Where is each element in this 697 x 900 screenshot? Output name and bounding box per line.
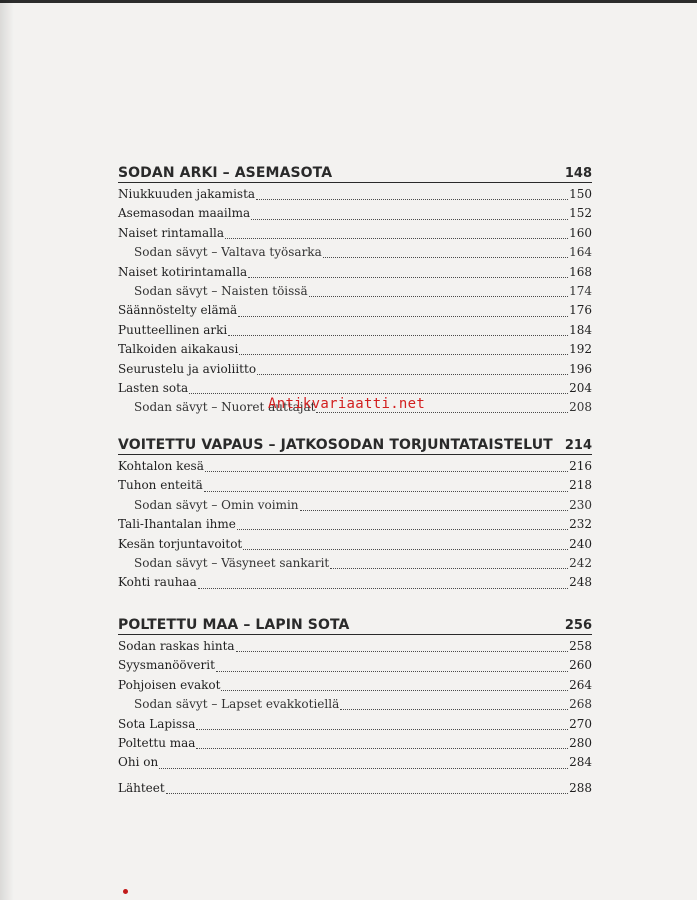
toc-entry-page: 176 (569, 303, 592, 318)
toc-entry-label: Lähteet (118, 781, 165, 795)
toc-entry (118, 323, 592, 342)
toc-entry-label: Syysmanööverit (118, 658, 215, 673)
toc-entry-page: 164 (569, 245, 592, 260)
toc-entry-list (118, 187, 592, 420)
toc-entry-label: Pohjoisen evakot (118, 677, 221, 692)
dot-leader (196, 729, 568, 730)
section-title: VOITETTU VAPAUS – JATKOSODAN TORJUNTATAISTELUT (118, 437, 553, 453)
section-page-number: 256 (564, 618, 592, 633)
toc-subentry (118, 284, 592, 303)
toc-entry-label: Sodan sävyt – Omin voimin (134, 497, 299, 512)
dot-leader (300, 510, 569, 511)
toc-entry-page: 242 (569, 555, 592, 570)
dot-leader (251, 219, 568, 220)
toc-entry-label: Puutteellinen arki (118, 322, 228, 337)
section-heading (118, 163, 592, 183)
dot-leader (238, 316, 568, 317)
toc-entry (118, 537, 592, 556)
toc-entry-label: Asemasodan maailma (118, 206, 251, 221)
toc-entry-page: 192 (569, 342, 592, 357)
dot-leader (205, 471, 568, 472)
dot-leader (256, 199, 568, 200)
toc-entry-page: 168 (569, 264, 592, 279)
section-sodan-arki (118, 163, 592, 420)
dot-leader (316, 412, 568, 413)
toc-entry-label: Lasten sota (118, 380, 189, 395)
toc-entry-page: 270 (569, 716, 592, 731)
toc-entry (118, 639, 592, 658)
toc-entry (118, 478, 592, 497)
section-heading (118, 615, 592, 635)
dot-leader (204, 491, 568, 492)
toc-entry-page: 152 (569, 206, 592, 221)
dot-leader (309, 296, 568, 297)
toc-subentry (118, 556, 592, 575)
dot-leader (225, 238, 568, 239)
toc-entry (118, 517, 592, 536)
toc-entry-label: Sodan sävyt – Lapset evakkotiellä (134, 697, 340, 712)
toc-entry (118, 736, 592, 755)
toc-entry-label: Niukkuuden jakamista (118, 187, 256, 201)
toc-entry-page: 208 (569, 400, 592, 415)
section-heading (118, 435, 592, 455)
toc-entry-page: 248 (569, 575, 592, 590)
toc-entry-label: Ohi on (118, 755, 159, 770)
toc-entry-page: 288 (569, 781, 592, 795)
toc-entry (118, 717, 592, 736)
toc-entry-sources (118, 781, 592, 800)
toc-entry (118, 206, 592, 225)
toc-entry (118, 678, 592, 697)
dot-leader (236, 651, 569, 652)
section-page-number: 148 (564, 166, 592, 181)
dot-leader (239, 354, 568, 355)
toc-subentry (118, 498, 592, 517)
section-voitettu-vapaus (118, 435, 592, 595)
toc-entry-page: 160 (569, 225, 592, 240)
toc-entry (118, 755, 592, 774)
dot-leader (323, 257, 568, 258)
toc-entry (118, 362, 592, 381)
dot-leader (189, 393, 568, 394)
sources-entry-block (118, 781, 592, 800)
toc-entry-label: Kohtalon kesä (118, 459, 204, 473)
toc-entry-page: 258 (569, 639, 592, 653)
dot-leader (237, 529, 568, 530)
dot-leader (221, 690, 568, 691)
toc-entry-label: Kohti rauhaa (118, 575, 197, 590)
toc-entry-label: Kesän torjuntavoitot (118, 536, 243, 551)
toc-entry-page: 260 (569, 658, 592, 673)
red-dot-mark (123, 889, 128, 894)
page-top-edge (0, 0, 697, 3)
toc-entry-page: 240 (569, 536, 592, 551)
toc-entry-label: Sodan sävyt – Valtava työsarka (134, 245, 322, 260)
watermark-text: Antikvariaatti.net (268, 396, 426, 412)
toc-entry-page: 280 (569, 735, 592, 750)
toc-entry-list (118, 459, 592, 595)
toc-entry (118, 342, 592, 361)
toc-entry (118, 226, 592, 245)
toc-subentry (118, 697, 592, 716)
toc-entry (118, 459, 592, 478)
dot-leader (257, 374, 568, 375)
toc-entry-page: 232 (569, 517, 592, 532)
toc-entry-page: 204 (569, 380, 592, 395)
dot-leader (198, 588, 568, 589)
toc-entry-page: 230 (569, 497, 592, 512)
dot-leader (243, 549, 568, 550)
toc-entry-label: Seurustelu ja avioliitto (118, 361, 257, 376)
section-page-number: 214 (564, 438, 592, 453)
section-title: POLTETTU MAA – LAPIN SOTA (118, 617, 350, 633)
dot-leader (248, 277, 568, 278)
toc-entry-page: 174 (569, 283, 592, 298)
toc-entry-page: 218 (569, 478, 592, 493)
toc-entry-label: Naiset kotirintamalla (118, 264, 248, 279)
dot-leader (216, 671, 568, 672)
dot-leader (159, 768, 568, 769)
toc-entry-page: 264 (569, 677, 592, 692)
toc-entry (118, 187, 592, 206)
toc-entry (118, 265, 592, 284)
toc-entry-page: 150 (569, 187, 592, 201)
section-poltettu-maa (118, 615, 592, 775)
toc-entry-list (118, 639, 592, 775)
toc-entry-label: Talkoiden aikakausi (118, 342, 239, 357)
dot-leader (330, 568, 568, 569)
book-spine-shadow (0, 0, 14, 900)
toc-entry-page: 184 (569, 322, 592, 337)
dot-leader (340, 709, 568, 710)
toc-entry-label: Tuhon enteitä (118, 478, 203, 493)
toc-entry-page: 216 (569, 459, 592, 473)
toc-entry-label: Sota Lapissa (118, 716, 196, 731)
dot-leader (196, 748, 568, 749)
toc-entry-label: Sodan sävyt – Nuoret auttajat (134, 400, 316, 415)
dot-leader (228, 335, 568, 336)
toc-entry (118, 575, 592, 594)
toc-subentry (118, 245, 592, 264)
toc-entry (118, 658, 592, 677)
toc-entry-page: 196 (569, 361, 592, 376)
toc-entry-label: Säännöstelty elämä (118, 303, 238, 318)
toc-entry-label: Sodan raskas hinta (118, 639, 235, 653)
toc-entry-label: Sodan sävyt – Naisten töissä (134, 283, 308, 298)
toc-entry (118, 303, 592, 322)
toc-entry-label: Tali-Ihantalan ihme (118, 517, 236, 532)
dot-leader (166, 793, 568, 794)
toc-entry-label: Poltettu maa (118, 735, 196, 750)
section-title: SODAN ARKI – ASEMASOTA (118, 165, 333, 181)
toc-entry-page: 284 (569, 755, 592, 770)
toc-entry-label: Naiset rintamalla (118, 225, 225, 240)
toc-entry-label: Sodan sävyt – Väsyneet sankarit (134, 555, 330, 570)
toc-entry-page: 268 (569, 697, 592, 712)
